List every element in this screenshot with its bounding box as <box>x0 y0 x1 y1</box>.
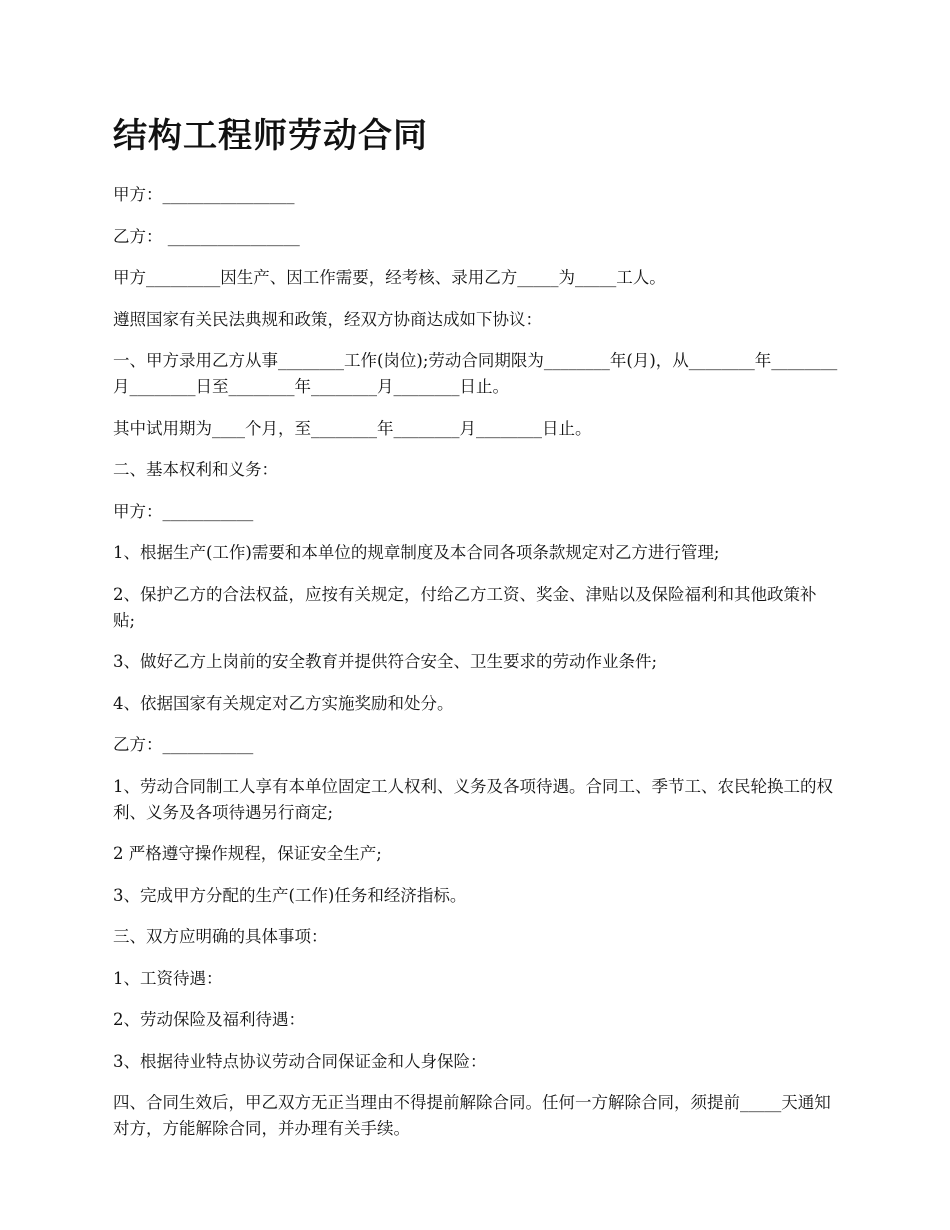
party-a-line: 甲方：________________ <box>113 185 295 204</box>
party-a-duty-3: 3、做好乙方上岗前的安全教育并提供符合安全、卫生要求的劳动作业条件; <box>113 652 658 671</box>
party-b-duty-1: 1、劳动合同制工人享有本单位固定工人权利、义务及各项待遇。合同工、季节工、农民轮换工的权利、义务及各项待遇另行商定; <box>113 776 833 822</box>
party-a-duty-2: 2、保护乙方的合法权益，应按有关规定，付给乙方工资、奖金、津贴以及保险福利和其他政策补贴; <box>113 584 817 630</box>
party-a-duties-label: 甲方：___________ <box>113 501 254 521</box>
party-b-duties-label: 乙方：___________ <box>113 735 254 754</box>
party-b-line: 乙方： ________________ <box>113 226 300 246</box>
section-2-heading: 二、基本权利和义务： <box>113 460 278 479</box>
party-b-duty-2: 2 严格遵守操作规程，保证安全生产; <box>113 844 382 863</box>
section-3-heading: 三、双方应明确的具体事项： <box>113 927 328 946</box>
document-page <box>113 112 838 1158</box>
party-b-duty-3: 3、完成甲方分配的生产(工作)任务和经济指标。 <box>113 885 467 905</box>
probation-period: 其中试用期为____个月，至________年________月________日止。 <box>113 418 592 438</box>
party-a-duty-4: 4、依据国家有关规定对乙方实施奖励和处分。 <box>113 693 454 713</box>
clause-1-term: 一、甲方录用乙方从事________工作(岗位);劳动合同期限为________年(月)，从________年________月________日至________年________月________日止。 <box>113 351 838 396</box>
item-deposit-insurance: 3、根据待业特点协议劳动合同保证金和人身保险： <box>113 1051 487 1071</box>
item-insurance-welfare: 2、劳动保险及福利待遇： <box>113 1010 305 1029</box>
item-wages: 1、工资待遇： <box>113 968 223 988</box>
party-a-duty-1: 1、根据生产(工作)需要和本单位的规章制度及本合同各项条款规定对乙方进行管理; <box>113 543 720 562</box>
agreement-intro: 遵照国家有关民法典规和政策，经双方协商达成如下协议： <box>113 309 542 329</box>
document-title: 结构工程师劳动合同 <box>113 116 428 156</box>
hiring-statement: 甲方_________因生产、因工作需要，经考核、录用乙方_____为_____工人。 <box>113 268 666 287</box>
section-4-termination: 四、合同生效后，甲乙双方无正当理由不得提前解除合同。任何一方解除合同，须提前_____天通知对方，方能解除合同，并办理有关手续。 <box>113 1093 831 1138</box>
